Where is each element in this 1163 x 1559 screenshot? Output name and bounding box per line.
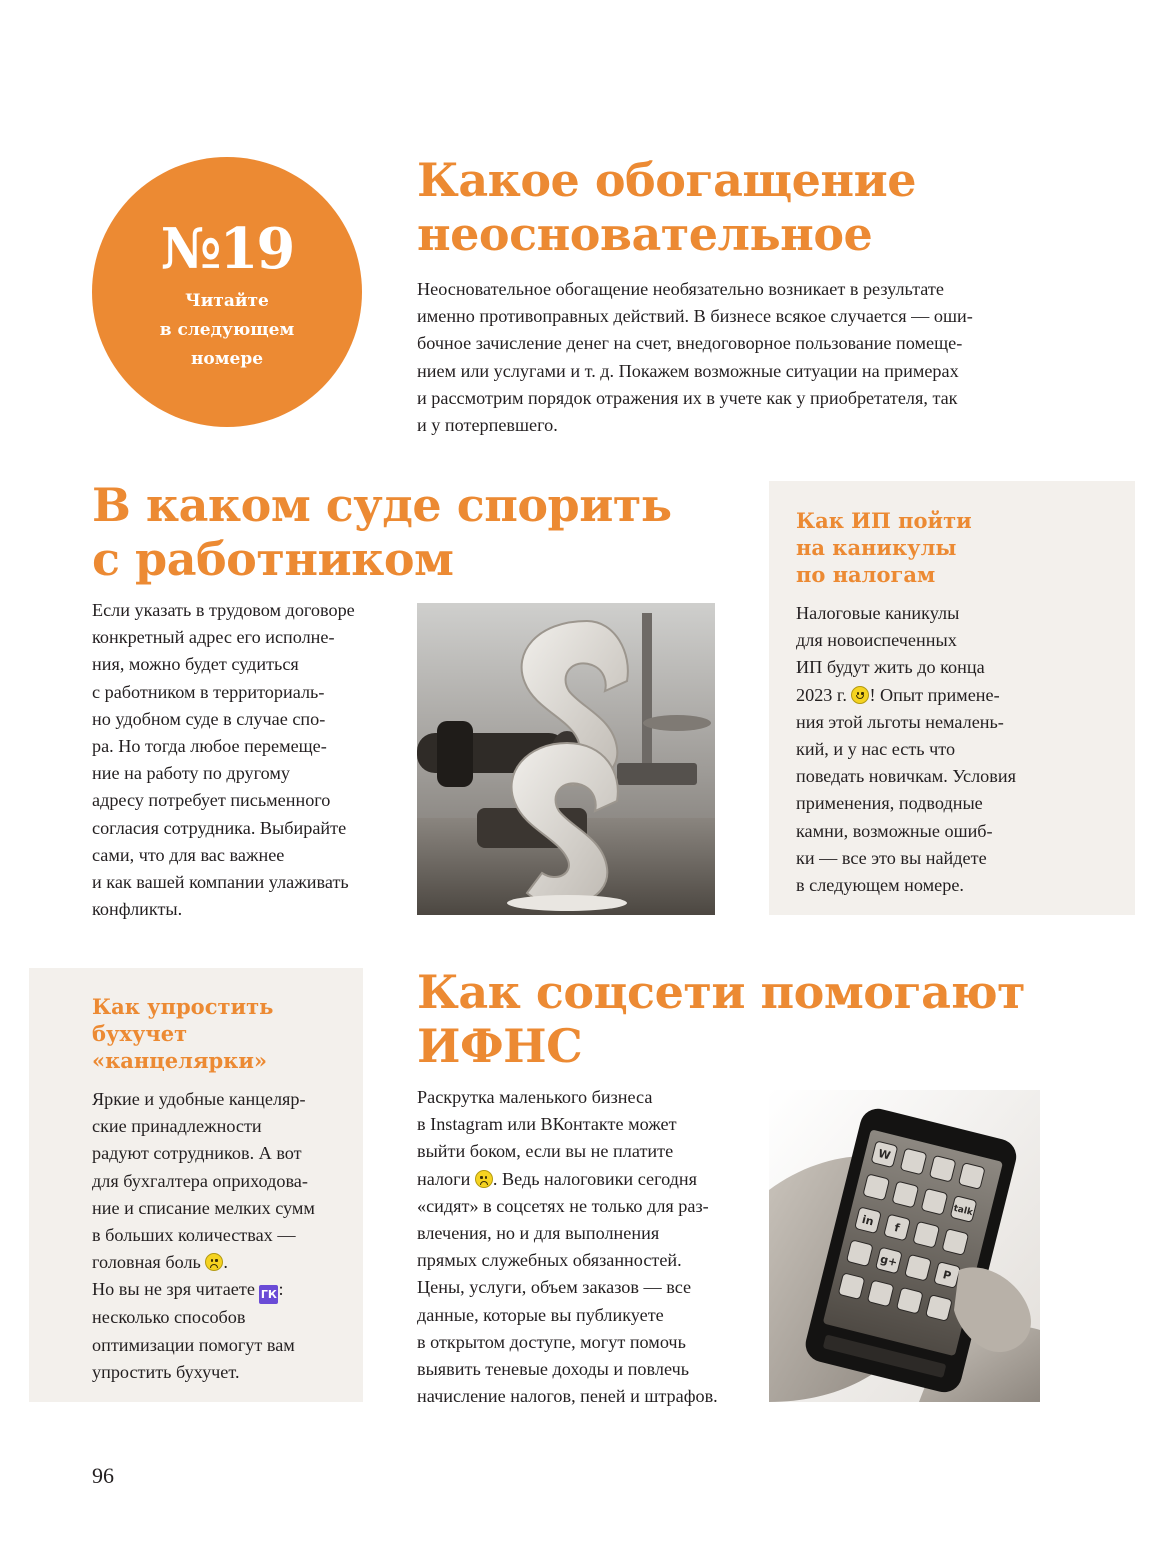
body-line: прямых служебных обязанностей.: [417, 1250, 682, 1271]
article-social-body: [417, 1084, 757, 1410]
body-line: Неосновательное обогащение необязательно возникает в результате: [417, 279, 944, 299]
badge-subtitle-line: в следующем: [159, 320, 295, 340]
body-line: в Instagram или ВКонтакте может: [417, 1114, 677, 1135]
body-line: ние на работу по другому: [92, 763, 290, 784]
smile-emoji-icon: [851, 686, 869, 704]
body-line: оптимизации помогут вам: [92, 1334, 295, 1355]
body-line: и рассмотрим порядок отражения их в учете как у приобретателя, так: [417, 387, 958, 408]
body-line: конкретный адрес его исполне-: [92, 627, 335, 648]
article-enrichment: [417, 153, 1117, 439]
title-line: по налогам: [796, 562, 936, 587]
app-label: P: [941, 1268, 953, 1283]
body-line: для бухгалтера оприходова-: [92, 1170, 308, 1191]
badge-subtitle-line: номере: [190, 349, 264, 369]
body-line: ские принадлежности: [92, 1116, 262, 1137]
body-line: для новоиспеченных: [796, 630, 957, 651]
line-text: ! Опыт примене-: [869, 684, 1000, 705]
body-line: камни, возможные ошиб-: [796, 820, 993, 841]
paragraph-sign-gavel-photo-icon: [417, 603, 715, 915]
body-line: влечения, но и для выполнения: [417, 1223, 660, 1244]
line-text: головная боль: [92, 1252, 206, 1273]
body-line: применения, подводные: [796, 793, 983, 814]
line-text: Но вы не зря читаете: [92, 1279, 260, 1300]
magazine-logo-icon: ГК: [259, 1285, 278, 1304]
line-text: налоги: [417, 1168, 475, 1189]
body-line: Яркие и удобные канцеляр-: [92, 1089, 306, 1109]
title-line: неосновательное: [417, 207, 873, 261]
smartphone-photo: [769, 1090, 1040, 1402]
body-line: Цены, услуги, объем заказов — все: [417, 1277, 692, 1298]
body-line: с работником в территориаль-: [92, 681, 325, 702]
line-text: .: [223, 1252, 228, 1273]
article-body: [417, 276, 1117, 439]
badge-subtitle-line: Читайте: [185, 291, 269, 311]
body-line: сами, что для вас важнее: [92, 844, 285, 865]
body-line: начисление налогов, пеней и штрафов.: [417, 1386, 718, 1407]
article-social: [417, 965, 1117, 1073]
body-line: именно противоправных действий. В бизнесе всякое случается — оши-: [417, 306, 973, 327]
body-line: в больших количествах —: [92, 1225, 296, 1246]
app-label: g+: [878, 1252, 899, 1270]
line-text: 2023 г.: [796, 684, 852, 705]
sidebar-title: [92, 993, 360, 1074]
body-line: согласия сотрудника. Выбирайте: [92, 817, 347, 838]
body-line: радуют сотрудников. А вот: [92, 1143, 302, 1164]
body-line: адресу потребует письменного: [92, 790, 331, 811]
issue-number: №19: [160, 216, 294, 282]
body-line: в открытом доступе, могут помочь: [417, 1331, 686, 1352]
title-line: В каком суде спорить: [92, 478, 672, 532]
sad-emoji-icon: [475, 1170, 493, 1188]
app-label: f: [893, 1221, 901, 1235]
title-line: бухучет: [92, 1021, 188, 1046]
body-line: ния, можно будет судиться: [92, 654, 299, 675]
article-court-body: [92, 597, 402, 923]
body-line: ра. Но тогда любое перемеще-: [92, 736, 327, 757]
body-line: но удобном суде в случае спо-: [92, 708, 326, 729]
title-line: Как ИП пойти: [796, 508, 972, 533]
article-court: [92, 478, 732, 586]
body-line: упростить бухучет.: [92, 1361, 240, 1382]
title-line: Какое обогащение: [417, 153, 916, 207]
title-line: Как упростить: [92, 994, 274, 1019]
title-line: на каникулы: [796, 535, 957, 560]
paragraph-sign-photo: [417, 603, 715, 915]
sidebar-body: [796, 600, 1126, 899]
body-line: выйти боком, если вы не платите: [417, 1141, 674, 1162]
body-line: в следующем номере.: [796, 875, 964, 896]
next-issue-badge: [92, 157, 362, 427]
body-line: данные, которые вы публикуете: [417, 1304, 664, 1325]
body-line: бочное зачисление денег на счет, внедоговорное пользование помеще-: [417, 333, 963, 354]
body-line: [92, 1276, 360, 1304]
title-line: ИФНС: [417, 1019, 583, 1073]
body-line: кий, и у нас есть что: [796, 739, 956, 760]
app-label: W: [876, 1146, 892, 1163]
body-line: и у потерпевшего.: [417, 415, 558, 436]
body-line: ки — все это вы найдете: [796, 847, 987, 868]
app-label: talk: [952, 1203, 974, 1219]
body-line: ния этой льготы немалень-: [796, 711, 1004, 732]
body-line: [796, 682, 1126, 709]
line-text: . Ведь налоговики сегодня: [492, 1168, 698, 1189]
article-title: [417, 153, 1117, 261]
app-label: in: [860, 1212, 876, 1229]
body-line: [92, 1249, 360, 1276]
article-title: [417, 965, 1117, 1073]
body-line: ИП будут жить до конца: [796, 657, 985, 678]
smartphone-in-hand-photo-icon: [769, 1090, 1040, 1402]
title-line: Как соцсети помогают: [417, 965, 1026, 1019]
sad-emoji-icon: [205, 1253, 223, 1271]
body-line: ние и списание мелких сумм: [92, 1197, 315, 1218]
body-line: нием или услугами и т. д. Покажем возможные ситуации на примерах: [417, 360, 959, 381]
sidebar-stationery-content: [92, 993, 360, 1386]
body-line: выявить теневые доходы и повлечь: [417, 1359, 690, 1380]
body-line: поведать новичкам. Условия: [796, 766, 1016, 787]
body-line: конфликты.: [92, 899, 183, 920]
sidebar-ip-content: [796, 507, 1126, 899]
title-line: «канцелярки»: [92, 1048, 268, 1073]
body-line: [417, 1166, 757, 1193]
body-line: Если указать в трудовом договоре: [92, 600, 355, 620]
body-line: Раскрутка маленького бизнеса: [417, 1087, 653, 1107]
sidebar-body: [92, 1086, 360, 1386]
body-line: «сидят» в соцсетях не только для раз-: [417, 1195, 709, 1216]
line-text: :: [278, 1279, 284, 1300]
body-line: Налоговые каникулы: [796, 603, 960, 623]
page-number: 96: [92, 1463, 114, 1488]
body-line: несколько способов: [92, 1307, 246, 1328]
title-line: с работником: [92, 532, 454, 586]
badge-subtitle: [92, 287, 362, 374]
sidebar-title: [796, 507, 1126, 588]
body-line: и как вашей компании улаживать: [92, 872, 349, 893]
article-title: [92, 478, 732, 586]
